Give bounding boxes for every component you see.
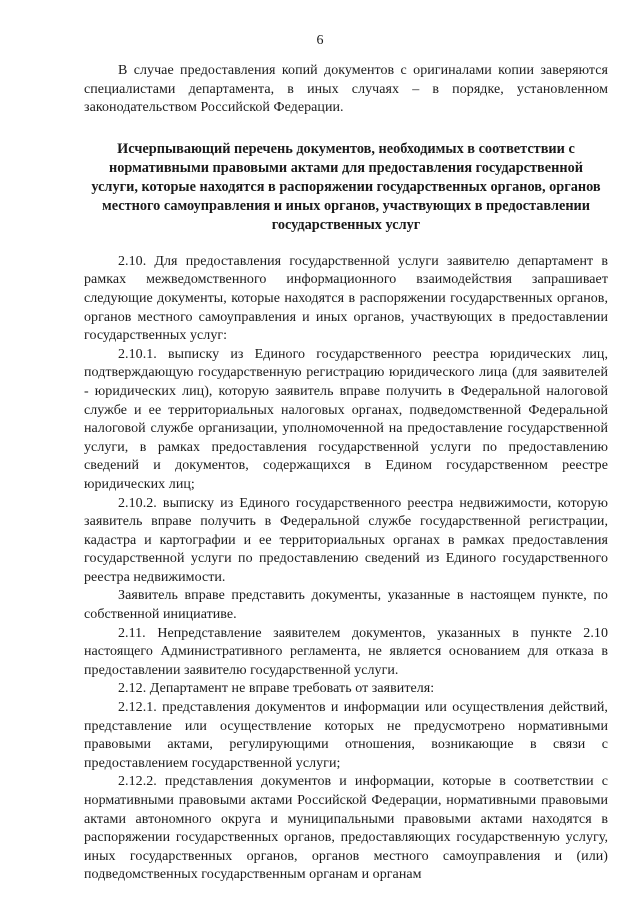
document-body [84, 62, 608, 885]
paragraph-2-11: 2.11. Непредставление заявителем документов, указанных в пункте 2.10 настоящего Административного регламента, не является основанием для отказа в предоставлении заявителю государственной услуги. [84, 625, 608, 678]
paragraph-2-12-1: 2.12.1. представления документов и информации или осуществления действий, представление или осуществление которых не предусмотрено нормативными правовыми актами, регулирующими отношения, возникающие в связи с предоставлением государственной услуги; [84, 700, 608, 771]
page-number: 6 [316, 33, 324, 48]
paragraph-2-10-2: 2.10.2. выписку из Единого государственного реестра недвижимости, которую заявитель вправе получить в Федеральной службе государственной регистрации, кадастра и картографии и ее территориальных органах в рамках предоставления государственной услуги по предоставлению сведений из Единого государственного реестра недвижимости. [84, 495, 608, 585]
paragraph-2-10: 2.10. Для предоставления государственной услуги заявителю департамент в рамках межведомственного информационного взаимодействия запрашивает следующие документы, которые находятся в распоряжении государственных органов, органов местного самоуправления и иных органов, участвующих в предоставлении государственных услуг: [84, 253, 608, 344]
paragraph-applicant-right: Заявитель вправе представить документы, указанные в настоящем пункте, по собственной инициативе. [84, 588, 608, 623]
paragraph-2-12-2: 2.12.2. представления документов и информации, которые в соответствии с нормативными правовыми актами Российской Федерации, нормативными правовыми актами автономного округа и муниципальными правовыми актами находятся в распоряжении государственных органов, предоставляющих государственную услугу, иных государственных органов, органов местного самоуправления и (или) подведомственных государственным органам и органам [84, 774, 608, 883]
paragraph-2-10-1: 2.10.1. выписку из Единого государственного реестра юридических лиц, подтверждающую государственную регистрацию юридического лица (для заявителей - юридических лиц), которую заявитель вправе получить в Федеральной налоговой службе и ее территориальных налоговых органах, подведомственной Федеральной налоговой службе организации, уполномоченной на предоставление государственной услуги, в рамках предоставления государственной услуги по предоставлению сведений и документов, содержащихся в Едином государственном реестре юридических лиц; [84, 346, 608, 492]
intro-paragraph: В случае предоставления копий документов с оригиналами копии заверяются специалистами департамента, в иных случаях – в порядке, установленном законодательством Российской Федерации. [84, 63, 608, 116]
paragraph-2-12: 2.12. Департамент не вправе требовать от заявителя: [118, 681, 435, 697]
section-heading: Исчерпывающий перечень документов, необходимых в соответствии с нормативными правовыми актами для предоставления государственной услуги, которые находятся в распоряжении государственных органов, органов местного самоуправления и иных органов, участвующих в предоставлении государственных услуг [91, 140, 601, 233]
